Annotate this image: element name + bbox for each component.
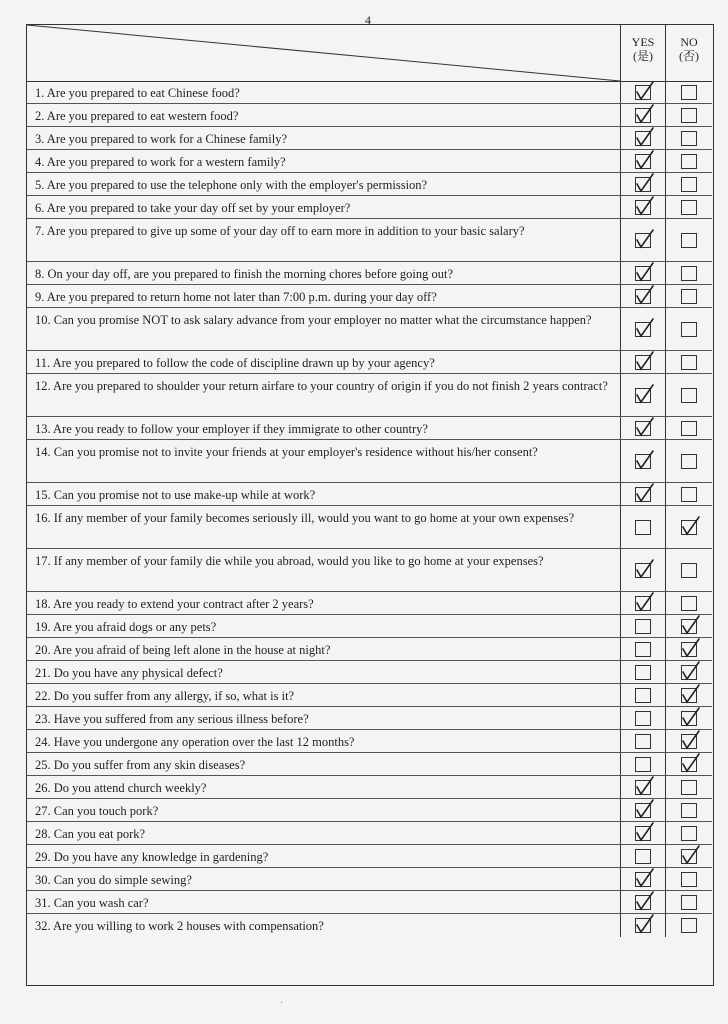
no-checkbox[interactable]: [681, 596, 697, 611]
checkmark-icon: [633, 482, 655, 504]
table-row: [27, 81, 712, 104]
yes-cell: [620, 285, 665, 307]
question-text: 4. Are you prepared to work for a western family?: [35, 155, 286, 169]
checkmark-icon: [633, 383, 655, 405]
no-checkbox[interactable]: [681, 289, 697, 304]
no-checkbox[interactable]: [681, 895, 697, 910]
checkmark-icon: [679, 752, 701, 774]
no-cell: [665, 440, 712, 482]
yes-cell: [620, 845, 665, 867]
yes-checkbox[interactable]: [635, 711, 651, 726]
question-text: 2. Are you prepared to eat western food?: [35, 109, 239, 123]
no-checkbox[interactable]: [681, 85, 697, 100]
question-text: 29. Do you have any knowledge in gardening?: [35, 850, 269, 864]
yes-cell: [620, 549, 665, 591]
yes-checkbox[interactable]: [635, 355, 651, 370]
yes-cell: [620, 374, 665, 416]
table-row: [27, 308, 712, 351]
no-cell: [665, 127, 712, 149]
checkmark-icon: [633, 890, 655, 912]
yes-cell: [620, 196, 665, 218]
question-text: 22. Do you suffer from any allergy, if so, what is it?: [35, 689, 295, 703]
yes-cell: [620, 417, 665, 439]
table-row: [27, 262, 712, 285]
yes-cell: [620, 661, 665, 683]
table-row: [27, 219, 712, 262]
checkmark-icon: [679, 706, 701, 728]
yes-checkbox[interactable]: [635, 757, 651, 772]
checkmark-icon: [633, 80, 655, 102]
no-checkbox[interactable]: [681, 711, 697, 726]
no-cell: [665, 506, 712, 548]
no-checkbox[interactable]: [681, 780, 697, 795]
question-text: 6. Are you prepared to take your day off set by your employer?: [35, 201, 351, 215]
question-text: 10. Can you promise NOT to ask salary advance from your employer no matter what the circumstance happen?: [35, 313, 592, 327]
checkmark-icon: [679, 660, 701, 682]
no-checkbox[interactable]: [681, 826, 697, 841]
no-checkbox[interactable]: [681, 872, 697, 887]
table-row: [27, 868, 712, 891]
question-text: 18. Are you ready to extend your contract after 2 years?: [35, 597, 314, 611]
yes-checkbox[interactable]: [635, 872, 651, 887]
yes-checkbox[interactable]: [635, 665, 651, 680]
question-text: 8. On your day off, are you prepared to finish the morning chores before going out?: [35, 267, 454, 281]
checkmark-icon: [633, 261, 655, 283]
question-text: 26. Do you attend church weekly?: [35, 781, 207, 795]
questionnaire-table: [26, 24, 714, 986]
yes-checkbox[interactable]: [635, 200, 651, 215]
no-checkbox[interactable]: [681, 918, 697, 933]
table-row: [27, 799, 712, 822]
no-checkbox[interactable]: [681, 734, 697, 749]
no-checkbox[interactable]: [681, 131, 697, 146]
checkmark-icon: [633, 913, 655, 935]
no-cell: [665, 104, 712, 126]
table-row: [27, 891, 712, 914]
no-cell: [665, 845, 712, 867]
yes-checkbox[interactable]: [635, 388, 651, 403]
yes-label: YES: [631, 35, 655, 49]
question-text: 27. Can you touch pork?: [35, 804, 159, 818]
no-column-header: [665, 25, 712, 81]
no-cell: [665, 483, 712, 505]
yes-cell: [620, 707, 665, 729]
no-cell: [665, 81, 712, 103]
yes-checkbox[interactable]: [635, 642, 651, 657]
table-row: [27, 776, 712, 799]
yes-cell: [620, 776, 665, 798]
no-checkbox[interactable]: [681, 520, 697, 535]
table-row: [27, 127, 712, 150]
no-checkbox[interactable]: [681, 642, 697, 657]
checkmark-icon: [679, 729, 701, 751]
question-text: 7. Are you prepared to give up some of your day off to earn more in addition to your basic salary?: [35, 224, 525, 238]
yes-cell: [620, 219, 665, 261]
checkmark-icon: [633, 416, 655, 438]
question-text: 15. Can you promise not to use make-up while at work?: [35, 488, 316, 502]
question-text: 14. Can you promise not to invite your friends at your employer's residence without his/her consent?: [35, 445, 538, 459]
no-cell: [665, 707, 712, 729]
table-row: [27, 914, 712, 937]
yes-checkbox[interactable]: [635, 780, 651, 795]
yes-checkbox[interactable]: [635, 895, 651, 910]
no-checkbox[interactable]: [681, 233, 697, 248]
checkmark-icon: [633, 558, 655, 580]
yes-cell: [620, 868, 665, 890]
no-cell: [665, 891, 712, 913]
table-row: [27, 638, 712, 661]
no-checkbox[interactable]: [681, 619, 697, 634]
yes-checkbox[interactable]: [635, 487, 651, 502]
yes-cell: [620, 914, 665, 937]
yes-checkbox[interactable]: [635, 454, 651, 469]
no-checkbox[interactable]: [681, 200, 697, 215]
checkmark-icon: [633, 775, 655, 797]
no-cell: [665, 196, 712, 218]
question-text: 3. Are you prepared to work for a Chinese family?: [35, 132, 288, 146]
no-cell: [665, 285, 712, 307]
checkmark-icon: [633, 449, 655, 471]
question-rows: [27, 81, 712, 937]
no-checkbox[interactable]: [681, 177, 697, 192]
no-label: NO: [680, 35, 698, 49]
table-row: [27, 684, 712, 707]
no-cell: [665, 219, 712, 261]
no-cell: [665, 753, 712, 775]
question-text: 20. Are you afraid of being left alone in the house at night?: [35, 643, 331, 657]
yes-checkbox[interactable]: [635, 233, 651, 248]
yes-cell: [620, 615, 665, 637]
yes-cell: [620, 150, 665, 172]
yes-checkbox[interactable]: [635, 596, 651, 611]
question-text: 21. Do you have any physical defect?: [35, 666, 223, 680]
yes-cell: [620, 173, 665, 195]
yes-checkbox[interactable]: [635, 803, 651, 818]
yes-chinese-label: (是): [633, 49, 653, 63]
yes-checkbox[interactable]: [635, 322, 651, 337]
no-checkbox[interactable]: [681, 665, 697, 680]
table-row: [27, 440, 712, 483]
no-cell: [665, 262, 712, 284]
no-checkbox[interactable]: [681, 688, 697, 703]
question-text: 25. Do you suffer from any skin diseases?: [35, 758, 246, 772]
checkmark-icon: [633, 867, 655, 889]
yes-checkbox[interactable]: [635, 154, 651, 169]
checkmark-icon: [679, 515, 701, 537]
yes-cell: [620, 891, 665, 913]
table-row: [27, 615, 712, 638]
no-checkbox[interactable]: [681, 757, 697, 772]
no-cell: [665, 776, 712, 798]
yes-cell: [620, 822, 665, 844]
table-row: [27, 104, 712, 127]
checkmark-icon: [633, 195, 655, 217]
table-row: [27, 707, 712, 730]
question-text: 13. Are you ready to follow your employer if they immigrate to other country?: [35, 422, 428, 436]
yes-cell: [620, 753, 665, 775]
yes-checkbox[interactable]: [635, 289, 651, 304]
yes-checkbox[interactable]: [635, 826, 651, 841]
no-cell: [665, 549, 712, 591]
no-checkbox[interactable]: [681, 388, 697, 403]
yes-cell: [620, 730, 665, 752]
no-checkbox[interactable]: [681, 266, 697, 281]
no-cell: [665, 868, 712, 890]
checkmark-icon: [679, 614, 701, 636]
table-row: [27, 483, 712, 506]
question-text: 30. Can you do simple sewing?: [35, 873, 192, 887]
no-cell: [665, 351, 712, 373]
table-row: [27, 661, 712, 684]
yes-cell: [620, 483, 665, 505]
table-row: [27, 285, 712, 308]
checkmark-icon: [633, 317, 655, 339]
yes-cell: [620, 308, 665, 350]
yes-cell: [620, 638, 665, 660]
table-row: [27, 730, 712, 753]
checkmark-icon: [679, 637, 701, 659]
no-checkbox[interactable]: [681, 563, 697, 578]
table-row: [27, 506, 712, 549]
no-cell: [665, 615, 712, 637]
question-text: 24. Have you undergone any operation over the last 12 months?: [35, 735, 355, 749]
table-row: [27, 845, 712, 868]
yes-cell: [620, 799, 665, 821]
yes-cell: [620, 262, 665, 284]
no-checkbox[interactable]: [681, 454, 697, 469]
table-row: [27, 351, 712, 374]
question-text: 9. Are you prepared to return home not later than 7:00 p.m. during your day off?: [35, 290, 437, 304]
checkmark-icon: [633, 350, 655, 372]
checkmark-icon: [633, 591, 655, 613]
question-text: 11. Are you prepared to follow the code of discipline drawn up by your agency?: [35, 356, 435, 370]
no-cell: [665, 730, 712, 752]
yes-checkbox[interactable]: [635, 520, 651, 535]
checkmark-icon: [633, 149, 655, 171]
no-cell: [665, 822, 712, 844]
table-row: [27, 592, 712, 615]
no-cell: [665, 592, 712, 614]
yes-cell: [620, 351, 665, 373]
no-checkbox[interactable]: [681, 154, 697, 169]
no-checkbox[interactable]: [681, 421, 697, 436]
no-cell: [665, 374, 712, 416]
no-cell: [665, 684, 712, 706]
checkmark-icon: [633, 228, 655, 250]
question-text: 5. Are you prepared to use the telephone only with the employer's permission?: [35, 178, 428, 192]
no-checkbox[interactable]: [681, 487, 697, 502]
checkmark-icon: [633, 821, 655, 843]
yes-checkbox[interactable]: [635, 734, 651, 749]
no-cell: [665, 173, 712, 195]
table-header: [27, 25, 712, 82]
table-row: [27, 196, 712, 219]
question-text: 17. If any member of your family die while you abroad, would you like to go home at your expenses?: [35, 554, 544, 568]
yes-cell: [620, 104, 665, 126]
no-cell: [665, 150, 712, 172]
table-row: [27, 173, 712, 196]
yes-cell: [620, 684, 665, 706]
question-text: 32. Are you willing to work 2 houses with compensation?: [35, 919, 324, 933]
yes-cell: [620, 127, 665, 149]
yes-cell: [620, 81, 665, 103]
no-cell: [665, 417, 712, 439]
yes-checkbox[interactable]: [635, 177, 651, 192]
yes-cell: [620, 506, 665, 548]
checkmark-icon: [633, 103, 655, 125]
question-text: 12. Are you prepared to shoulder your return airfare to your country of origin if you do not finish 2 years contract?: [35, 379, 608, 393]
yes-checkbox[interactable]: [635, 131, 651, 146]
table-row: [27, 549, 712, 592]
yes-cell: [620, 592, 665, 614]
yes-checkbox[interactable]: [635, 619, 651, 634]
table-row: [27, 753, 712, 776]
no-checkbox[interactable]: [681, 108, 697, 123]
no-cell: [665, 914, 712, 937]
yes-checkbox[interactable]: [635, 849, 651, 864]
checkmark-icon: [633, 126, 655, 148]
yes-checkbox[interactable]: [635, 85, 651, 100]
checkmark-icon: [633, 798, 655, 820]
no-cell: [665, 638, 712, 660]
checkmark-icon: [633, 172, 655, 194]
yes-checkbox[interactable]: [635, 421, 651, 436]
yes-checkbox[interactable]: [635, 918, 651, 933]
yes-checkbox[interactable]: [635, 108, 651, 123]
no-chinese-label: (否): [679, 49, 699, 63]
yes-column-header: [620, 25, 665, 81]
no-cell: [665, 661, 712, 683]
no-cell: [665, 308, 712, 350]
yes-cell: [620, 440, 665, 482]
question-text: 31. Can you wash car?: [35, 896, 149, 910]
table-row: [27, 417, 712, 440]
question-text: 1. Are you prepared to eat Chinese food?: [35, 86, 240, 100]
table-row: [27, 374, 712, 417]
checkmark-icon: [679, 683, 701, 705]
question-text: 16. If any member of your family becomes seriously ill, would you want to go home at your own expenses?: [35, 511, 575, 525]
question-text: 28. Can you eat pork?: [35, 827, 146, 841]
no-cell: [665, 799, 712, 821]
no-checkbox[interactable]: [681, 803, 697, 818]
table-row: [27, 822, 712, 845]
yes-checkbox[interactable]: [635, 688, 651, 703]
header-diagonal-line: [27, 25, 620, 81]
page-number: 4: [365, 13, 371, 27]
checkmark-icon: [633, 284, 655, 306]
question-text: 23. Have you suffered from any serious illness before?: [35, 712, 309, 726]
question-text: 19. Are you afraid dogs or any pets?: [35, 620, 217, 634]
checkmark-icon: [679, 844, 701, 866]
no-checkbox[interactable]: [681, 849, 697, 864]
no-checkbox[interactable]: [681, 355, 697, 370]
yes-checkbox[interactable]: [635, 266, 651, 281]
yes-checkbox[interactable]: [635, 563, 651, 578]
table-row: [27, 150, 712, 173]
scan-mark: ·: [280, 998, 284, 1009]
no-checkbox[interactable]: [681, 322, 697, 337]
